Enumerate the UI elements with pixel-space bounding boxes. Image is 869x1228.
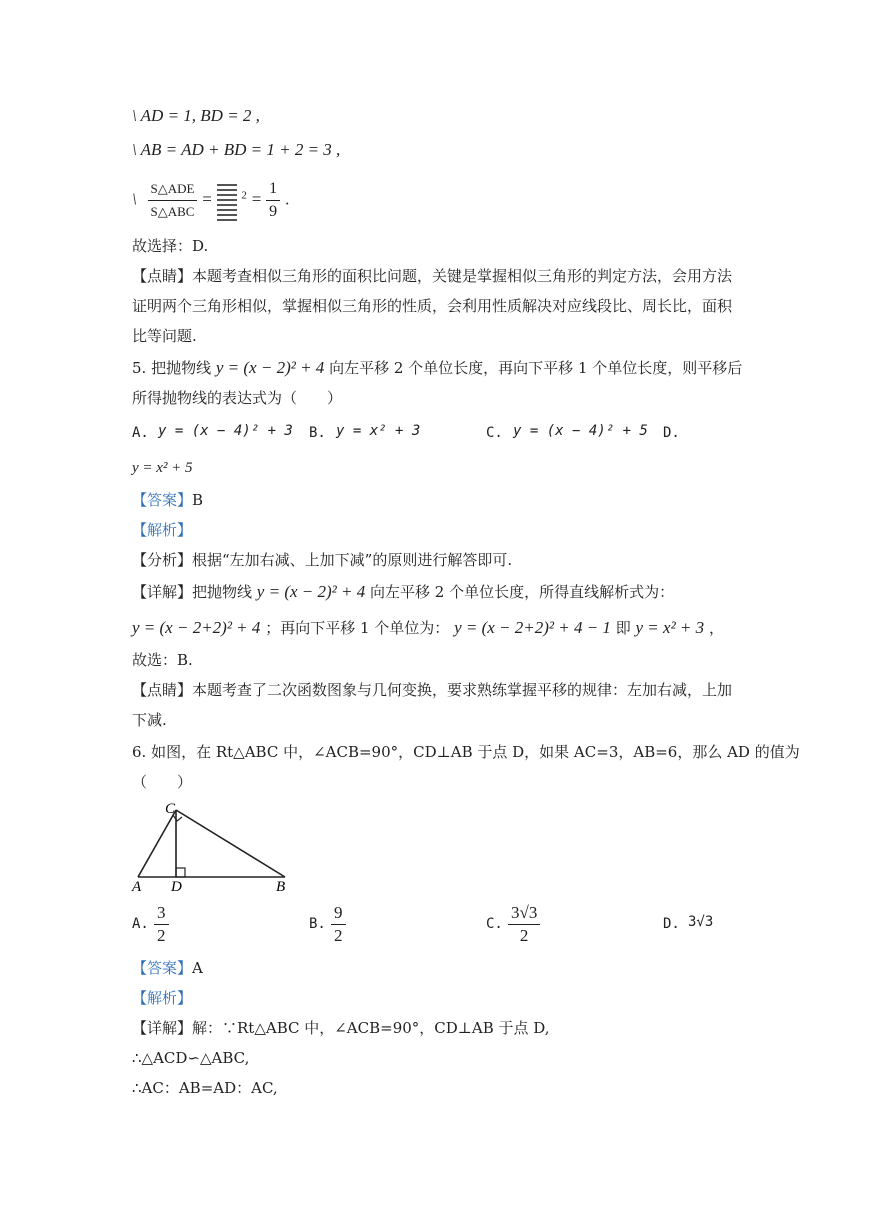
q5-comment-1: 【点睛】本题考查了二次函数图象与几何变换，要求熟练掌握平移的规律：左加右减，上加 <box>132 681 733 699</box>
q5-option-b-label: B. <box>309 425 326 441</box>
label-a: A <box>132 879 142 892</box>
result-denominator: 9 <box>269 203 278 220</box>
area-ratio-denominator: S△ABC <box>150 204 195 219</box>
q5-option-d: y = x² + 5 <box>132 460 193 476</box>
q6-option-a <box>154 902 169 947</box>
label-d: D <box>171 879 182 892</box>
area-ratio-numerator: S△ADE <box>148 178 198 201</box>
q6-option-b-num: 9 <box>331 902 346 925</box>
q6-option-d: 3√3 <box>688 914 714 930</box>
answer-choice-line: 故选择：D. <box>132 237 209 255</box>
q5-comment-2: 下减. <box>132 711 167 729</box>
q5-option-c-label: C. <box>486 425 503 441</box>
q5-option-d-label: D. <box>663 425 680 441</box>
label-c: C <box>165 801 176 817</box>
q5-detail-start: 【详解】把抛物线 <box>132 583 253 601</box>
q6-option-c-label: C. <box>486 916 503 932</box>
comment-line-3: 比等问题. <box>132 327 197 345</box>
q6-option-c-den: 2 <box>519 926 529 945</box>
q6-stem-line-2: （ ） <box>132 773 193 791</box>
q6-option-a-num: 3 <box>154 902 169 925</box>
comment-line-1: 【点睛】本题考查相似三角形的面积比问题，关键是掌握相似三角形的判定方法，会用方法 <box>132 267 733 285</box>
q6-stem-line-1: 6. 如图，在 Rt△ABC 中，∠ACB=90°，CD⊥AB 于点 D，如果 AC=3，AB=6，那么 AD 的值为 <box>132 743 800 761</box>
q5-detail-line-1 <box>132 582 674 602</box>
q6-option-c-num: 3√3 <box>508 902 540 925</box>
result-numerator: 1 <box>266 178 280 201</box>
q6-option-b-den: 2 <box>334 926 343 945</box>
q6-option-b <box>331 902 346 947</box>
q5-option-a-label: A. <box>132 425 149 441</box>
q5-final-formula: y = x² + 3 <box>635 618 705 637</box>
ratio-power: 2 <box>241 189 247 202</box>
area-ratio-fraction <box>148 178 198 223</box>
line-ab-sum: \ AB = AD + BD = 1 + 2 = 3 , <box>132 140 341 159</box>
q6-option-a-den: 2 <box>157 926 166 945</box>
q6-answer-line <box>132 958 203 978</box>
garbled-ratio-glyph <box>217 181 237 221</box>
q5-shift-text: ；再向下平移 1 个单位为： <box>265 619 450 637</box>
q6-answer: A <box>192 959 203 977</box>
q5-stem-formula: y = (x − 2)² + 4 <box>215 358 325 377</box>
label-b: B <box>276 879 286 892</box>
q5-detail-rest: 向左平移 2 个单位长度，所得直线解析式为： <box>370 583 675 601</box>
q5-analysis: 【分析】根据“左加右减、上加下减”的原则进行解答即可. <box>132 551 513 569</box>
q5-answer: B <box>192 491 204 509</box>
line-area-ratio: \ $\frac{\text{S△ADE}}{\text{S△ABC}}$ = $^2$ = $\frac{1}{9}$ . <box>132 178 290 222</box>
q6-step-1: ∴△ACD∽△ABC, <box>132 1049 250 1067</box>
q6-analysis-heading: 【解析】 <box>132 989 193 1007</box>
q5-shift-left-formula: y = (x − 2+2)² + 4 <box>132 618 261 637</box>
q5-detail-line-2 <box>132 618 724 638</box>
q6-detail: 【详解】解：∵Rt△ABC 中，∠ACB=90°，CD⊥AB 于点 D, <box>132 1019 550 1037</box>
right-triangle-figure <box>130 798 290 892</box>
q5-choose: 故选：B. <box>132 651 193 669</box>
q6-option-b-label: B. <box>309 916 326 932</box>
q6-option-d-label: D. <box>663 916 680 932</box>
q6-option-a-label: A. <box>132 916 149 932</box>
line-ad-bd: \ AD = 1, BD = 2 , <box>132 106 260 125</box>
q5-line-end: ， <box>708 619 724 637</box>
q5-stem-start: 5. 把抛物线 <box>132 359 212 377</box>
comment-line-2: 证明两个三角形相似，掌握相似三角形的性质，会利用性质解决对应线段比、周长比，面积 <box>132 297 733 315</box>
q5-stem-line-2: 所得抛物线的表达式为（ ） <box>132 389 343 407</box>
q5-stem-line-1 <box>132 358 742 378</box>
q5-stem-rest: 向左平移 2 个单位长度，再向下平移 1 个单位长度，则平移后 <box>329 359 743 377</box>
q6-step-2: ∴AC：AB=AD：AC, <box>132 1079 278 1097</box>
q5-detail-formula: y = (x − 2)² + 4 <box>256 582 366 601</box>
q5-answer-tag: 【答案】 <box>132 491 193 509</box>
q5-answer-line <box>132 490 203 510</box>
q5-ji: 即 <box>615 619 631 637</box>
ratio-end: . <box>284 190 290 209</box>
q6-answer-tag: 【答案】 <box>132 959 193 977</box>
q6-option-c <box>508 902 540 947</box>
q5-option-a: y = (x − 4)² + 3 <box>158 423 293 439</box>
q5-shift-down-formula: y = (x − 2+2)² + 4 − 1 <box>454 618 611 637</box>
q5-analysis-heading: 【解析】 <box>132 521 193 539</box>
ratio-prefix: \ <box>132 189 137 209</box>
ratio-equals: = <box>202 189 212 209</box>
q5-option-c: y = (x − 4)² + 5 <box>513 423 648 439</box>
result-fraction <box>266 178 280 223</box>
q5-option-b: y = x² + 3 <box>336 423 421 439</box>
